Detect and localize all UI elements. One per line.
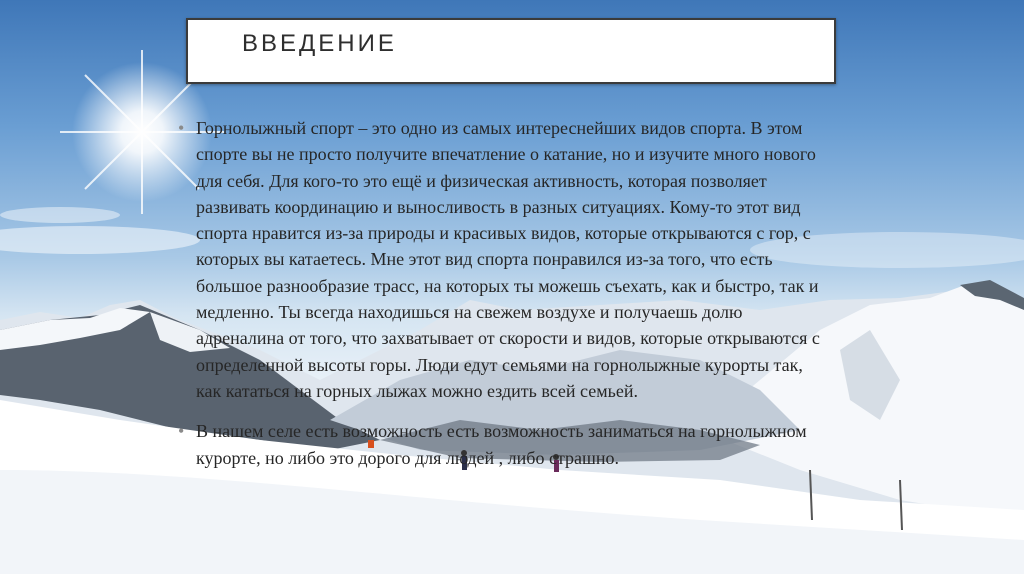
paragraph-intro xyxy=(176,115,826,404)
slide-content xyxy=(176,115,826,485)
bullet-icon: • xyxy=(178,118,185,138)
paragraph-text: Горнолыжный спорт – это одно из самых интереснейших видов спорта. В этом спорте вы не просто получите впечатление о катание, но и изучите много нового для себя. Для кого-то это ещё и физическая активность, которая позволяет развивать координацию и выносливость в разных ситуациях. Кому-то этот вид спорта нравится из-за природы и красивых видов, которые открываются с гор, с которых вы катаетесь. Мне этот вид спорта понравился из-за того, что есть большое разнообразие трасс, на которых ты можешь съехать, как и быстро, так и медленно. Ты всегда находишься на свежем воздухе и получаешь долю адреналина от того, что захватывает от скорости и видов, которые открываются с определенной высоты горы. Люди едут семьями на горнолыжные курорты так, как кататься на горных лыжах можно ездить всей семьей. xyxy=(196,118,820,401)
paragraph-village xyxy=(176,418,826,471)
slide-title: ВВЕДЕНИЕ xyxy=(242,30,397,57)
paragraph-text: В нашем селе есть возможность есть возможность заниматься на горнолыжном курорте, но либо это дорого для людей , либо страшно. xyxy=(196,421,807,468)
bullet-icon: • xyxy=(178,421,185,442)
